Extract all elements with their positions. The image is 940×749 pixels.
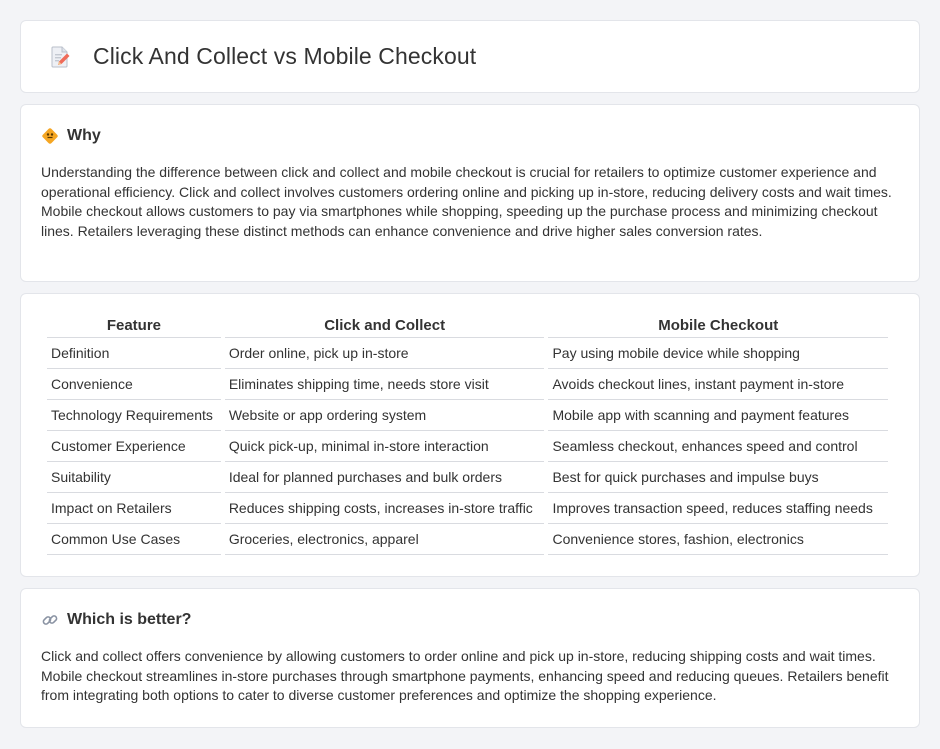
why-text: Understanding the difference between click and collect and mobile checkout is crucial for retailers to optimize customer experience and operational efficiency. Click and collect involves customers ordering online and picking up in-store, reducing delivery costs and wait times. Mobile checkout allows customers to pay via smartphones while shopping, speeding up the purchase process and minimizing checkout lines. Retailers leveraging these distinct methods can enhance convenience and drive higher sales conversion rates. — [41, 164, 892, 239]
click-and-collect-cell: Groceries, electronics, apparel — [225, 524, 545, 555]
header-mobile-checkout: Mobile Checkout — [548, 316, 888, 338]
document-pencil-icon — [47, 44, 73, 70]
mobile-checkout-cell: Improves transaction speed, reduces staffing needs — [548, 493, 888, 524]
which-is-better-card — [20, 588, 920, 728]
mobile-checkout-cell: Avoids checkout lines, instant payment in-store — [548, 369, 888, 400]
feature-cell: Common Use Cases — [47, 524, 221, 555]
feature-cell: Convenience — [47, 369, 221, 400]
feature-cell: Customer Experience — [47, 431, 221, 462]
feature-cell: Definition — [47, 338, 221, 369]
header-card — [20, 20, 920, 93]
click-and-collect-cell: Quick pick-up, minimal in-store interaction — [225, 431, 545, 462]
page-title: Click And Collect vs Mobile Checkout — [93, 43, 477, 69]
mobile-checkout-cell: Convenience stores, fashion, electronics — [548, 524, 888, 555]
table-row — [47, 524, 888, 555]
header-click-and-collect: Click and Collect — [225, 316, 545, 338]
header-feature: Feature — [47, 316, 221, 338]
table-row — [47, 400, 888, 431]
diamond-sign-icon — [41, 127, 59, 145]
click-and-collect-cell: Order online, pick up in-store — [225, 338, 545, 369]
table-row — [47, 462, 888, 493]
click-and-collect-cell: Reduces shipping costs, increases in-store traffic — [225, 493, 545, 524]
click-and-collect-cell: Website or app ordering system — [225, 400, 545, 431]
feature-cell: Suitability — [47, 462, 221, 493]
mobile-checkout-cell: Best for quick purchases and impulse buys — [548, 462, 888, 493]
table-header-row — [47, 316, 888, 338]
click-and-collect-cell: Ideal for planned purchases and bulk orders — [225, 462, 545, 493]
mobile-checkout-cell: Mobile app with scanning and payment features — [548, 400, 888, 431]
click-and-collect-cell: Eliminates shipping time, needs store visit — [225, 369, 545, 400]
table-row — [47, 493, 888, 524]
better-text: Click and collect offers convenience by allowing customers to order online and pick up in-store, reducing shipping costs and wait times. Mobile checkout streamlines in-store purchases through smartphone payments, enhancing speed and reducing queues. Retailers benefit from integrating both options to cater to diverse customer preferences and optimize the shopping experience. — [41, 648, 889, 703]
comparison-table-card — [20, 293, 920, 577]
comparison-table — [43, 316, 892, 555]
better-title: Which is better? — [67, 611, 192, 628]
why-title: Why — [67, 127, 101, 144]
table-row — [47, 431, 888, 462]
better-heading — [41, 611, 899, 629]
feature-cell: Technology Requirements — [47, 400, 221, 431]
why-heading — [41, 127, 899, 145]
link-icon — [41, 611, 59, 629]
table-row — [47, 338, 888, 369]
feature-cell: Impact on Retailers — [47, 493, 221, 524]
why-card — [20, 104, 920, 282]
mobile-checkout-cell: Pay using mobile device while shopping — [548, 338, 888, 369]
mobile-checkout-cell: Seamless checkout, enhances speed and control — [548, 431, 888, 462]
table-row — [47, 369, 888, 400]
